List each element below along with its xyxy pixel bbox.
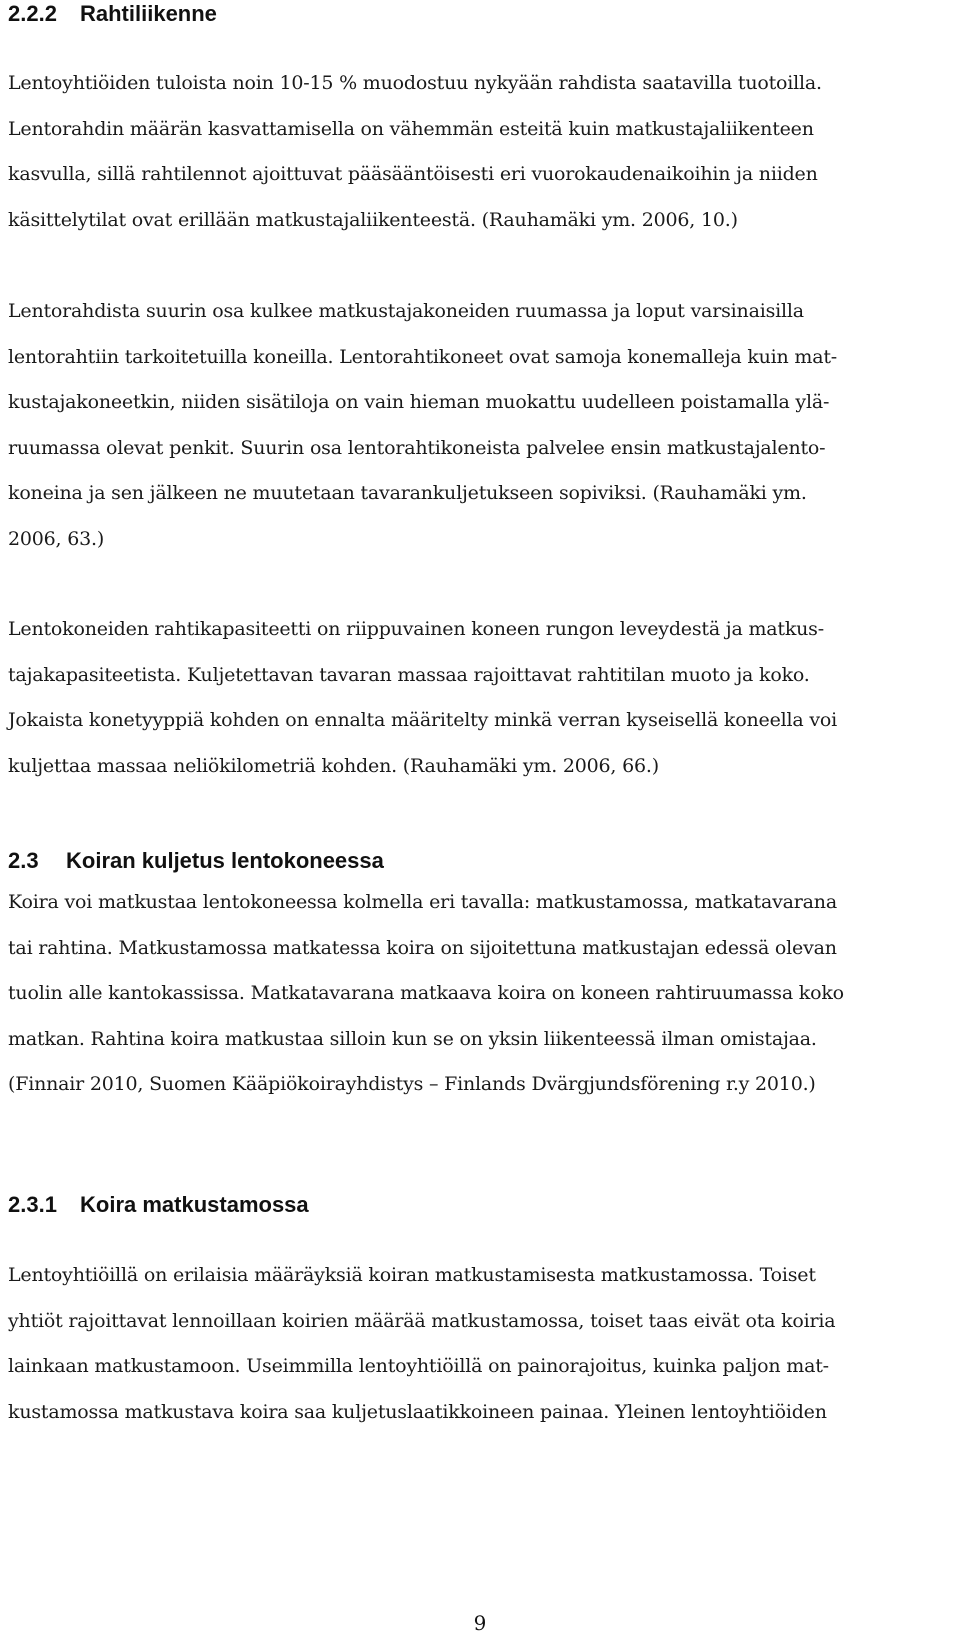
- paragraph-line: Koira voi matkustaa lentokoneessa kolmella eri tavalla: matkustamossa, matkatavarana: [8, 891, 837, 913]
- section-heading-2-3-1: [8, 1191, 309, 1219]
- paragraph: [8, 607, 948, 789]
- paragraph-line: (Finnair 2010, Suomen Kääpiökoirayhdistys – Finlands Dvärgjundsförening r.y 2010.): [8, 1073, 816, 1095]
- paragraph-line: kustamossa matkustava koira saa kuljetuslaatikkoineen painaa. Yleinen lentoyhtiöiden: [8, 1400, 827, 1423]
- paragraph-line: tai rahtina. Matkustamossa matkatessa koira on sijoitettuna matkustajan edessä olevan: [8, 936, 837, 959]
- section-number: 2.3.1: [8, 1192, 57, 1217]
- paragraph-line: koneina ja sen jälkeen ne muutetaan tavarankuljetukseen sopiviksi. (Rauhamäki ym.: [8, 482, 807, 504]
- paragraph-line: kuljettaa massaa neliökilometriä kohden. (Rauhamäki ym. 2006, 66.): [8, 754, 659, 777]
- paragraph: [8, 289, 948, 562]
- paragraph-line: kasvulla, sillä rahtilennot ajoittuvat pääsääntöisesti eri vuorokaudenaikoihin ja niiden: [8, 163, 818, 185]
- paragraph-line: käsittelytilat ovat erillään matkustajaliikenteestä. (Rauhamäki ym. 2006, 10.): [8, 208, 738, 231]
- paragraph-line: Lentokoneiden rahtikapasiteetti on riippuvainen koneen rungon leveydestä ja matkus-: [8, 618, 824, 640]
- section-number: 2.2.2: [8, 1, 57, 26]
- paragraph-line: kustajakoneetkin, niiden sisätiloja on vain hieman muokattu uudelleen poistamalla ylä-: [8, 391, 830, 413]
- paragraph-line: Lentoyhtiöillä on erilaisia määräyksiä koiran matkustamisesta matkustamossa. Toiset: [8, 1264, 816, 1286]
- section-title: Rahtiliikenne: [80, 1, 217, 26]
- paragraph-line: tajakapasiteetista. Kuljetettavan tavaran massaa rajoittavat rahtitilan muoto ja koko.: [8, 663, 810, 686]
- paragraph-line: matkan. Rahtina koira matkustaa silloin kun se on yksin liikenteessä ilman omistajaa.: [8, 1027, 817, 1050]
- section-heading-2-2-2: [8, 0, 217, 28]
- paragraph-line: Lentorahdin määrän kasvattamisella on vähemmän esteitä kuin matkustajaliikenteen: [8, 117, 814, 140]
- paragraph: [8, 1253, 948, 1435]
- paragraph-line: Jokaista konetyyppiä kohden on ennalta määritelty minkä verran kyseisellä koneella voi: [8, 709, 837, 731]
- section-heading-2-3: [8, 847, 384, 875]
- paragraph-line: lainkaan matkustamoon. Useimmilla lentoyhtiöillä on painorajoitus, kuinka paljon mat-: [8, 1355, 829, 1377]
- paragraph-line: Lentoyhtiöiden tuloista noin 10-15 % muodostuu nykyään rahdista saatavilla tuotoilla.: [8, 72, 822, 94]
- paragraph-line: 2006, 63.): [8, 527, 105, 550]
- paragraph: [8, 880, 948, 1108]
- paragraph-line: lentorahtiin tarkoitetuilla koneilla. Lentorahtikoneet ovat samoja konemalleja kuin mat-: [8, 345, 838, 368]
- section-title: Koiran kuljetus lentokoneessa: [66, 848, 384, 873]
- paragraph-line: tuolin alle kantokassissa. Matkatavarana matkaava koira on koneen rahtiruumassa koko: [8, 982, 844, 1004]
- paragraph-line: ruumassa olevat penkit. Suurin osa lentorahtikoneista palvelee ensin matkustajalento-: [8, 436, 826, 459]
- section-title: Koira matkustamossa: [80, 1192, 309, 1217]
- paragraph: [8, 61, 948, 243]
- paragraph-line: Lentorahdista suurin osa kulkee matkustajakoneiden ruumassa ja loput varsinaisilla: [8, 300, 804, 322]
- page-number: 9: [473, 1611, 487, 1635]
- section-number: 2.3: [8, 848, 39, 873]
- paragraph-line: yhtiöt rajoittavat lennoillaan koirien määrää matkustamossa, toiset taas eivät ota koiria: [8, 1309, 836, 1332]
